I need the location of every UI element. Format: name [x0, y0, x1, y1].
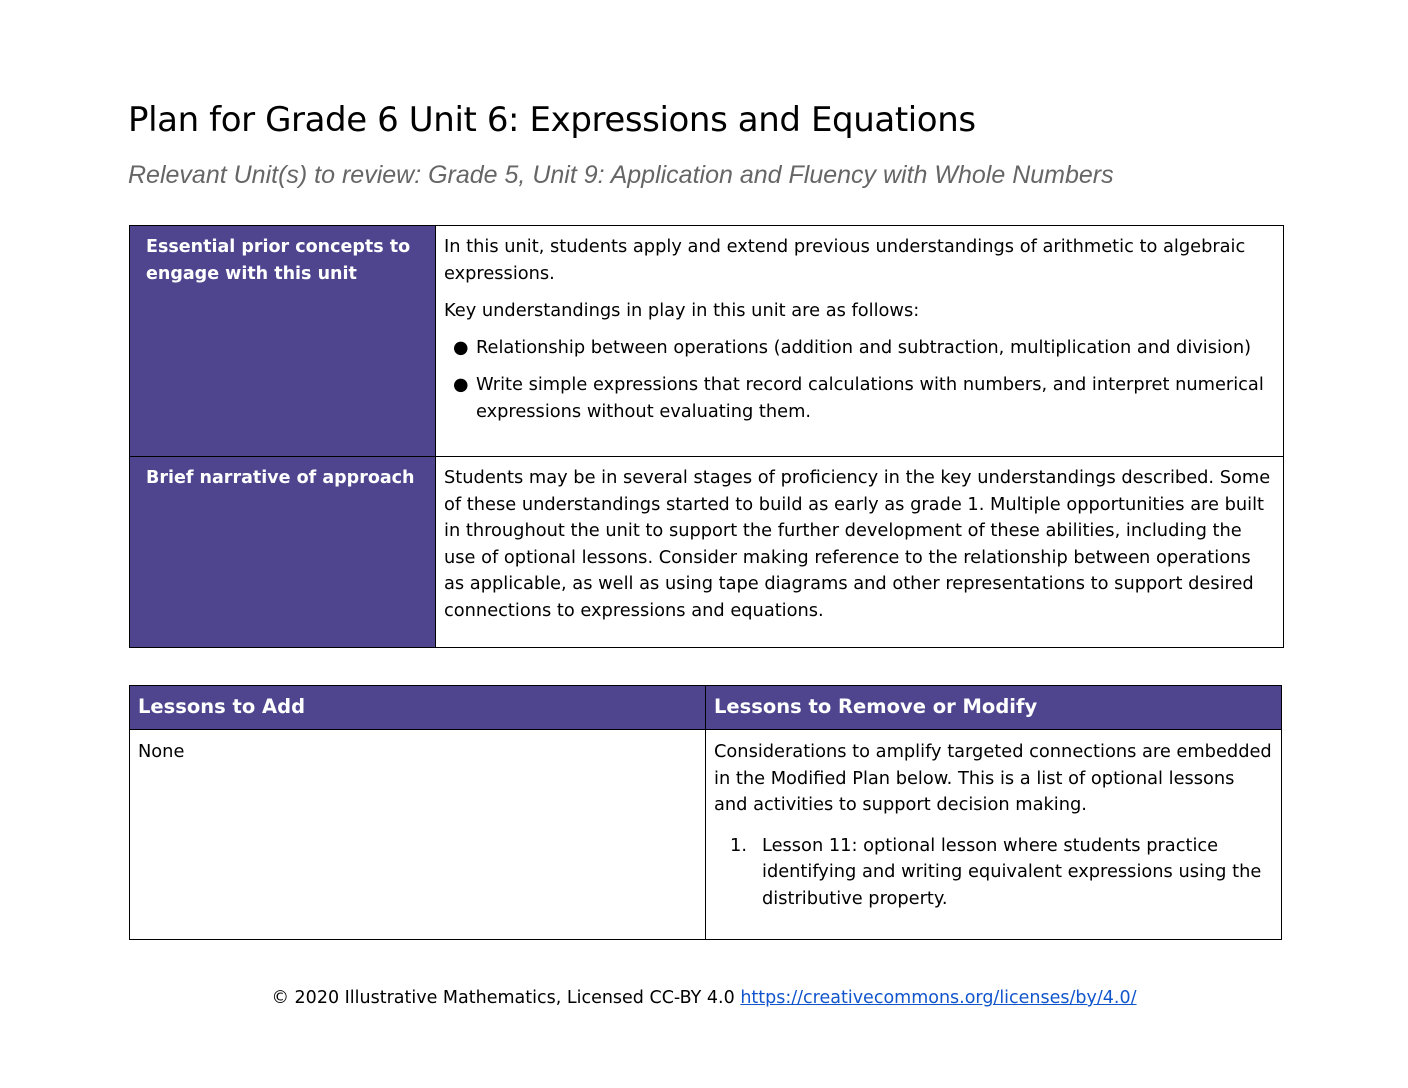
narrative-header: Brief narrative of approach — [130, 457, 436, 648]
key-understandings-list — [444, 335, 1275, 426]
prior-concepts-body — [436, 226, 1284, 457]
table-header-row — [130, 686, 1282, 730]
lessons-table — [129, 685, 1282, 940]
page-subtitle: Relevant Unit(s) to review: Grade 5, Unit 9: Application and Fluency with Whole Numbers — [128, 161, 1114, 189]
lessons-to-remove-text: Considerations to amplify targeted connections are embedded in the Modified Plan below. This is a list of optional lessons and activities to support decision making. — [714, 741, 1272, 815]
copyright-text: © 2020 Illustrative Mathematics, Licensed CC-BY 4.0 — [271, 988, 735, 1008]
list-item-text: Write simple expressions that record calculations with numbers, and interpret numerical expressions without evaluating them. — [476, 374, 1264, 422]
bullet-icon: ● — [453, 336, 469, 358]
bullet-icon: ● — [453, 374, 469, 395]
prior-concepts-intro: In this unit, students apply and extend previous understandings of arithmetic to algebraic expressions. — [444, 236, 1246, 284]
list-item — [444, 372, 1275, 425]
list-item-number: 1. — [730, 834, 747, 856]
list-item — [714, 833, 1273, 913]
narrative-text: Students may be in several stages of proficiency in the key understandings described. Some of these understandings started to build as early as grade 1. Multiple opportunities are built in throughout the unit to support the further development of these abilities, including the use of optional lessons. Consider making reference to the relationship between operations as applicable, as well as using tape diagrams and other representations to support desired connections to expressions and equations. — [444, 467, 1271, 621]
lessons-to-add-cell — [130, 730, 706, 940]
prior-concepts-header: Essential prior concepts to engage with this unit — [130, 226, 436, 457]
footer — [0, 984, 1408, 1012]
list-item-text: Relationship between operations (addition and subtraction, multiplication and division) — [476, 336, 1252, 358]
lessons-to-remove-cell — [706, 730, 1282, 940]
table-row — [130, 457, 1284, 648]
key-understandings-lead: Key understandings in play in this unit are as follows: — [444, 300, 920, 321]
table-row — [130, 226, 1284, 457]
optional-lessons-list — [714, 833, 1273, 913]
page-title: Plan for Grade 6 Unit 6: Expressions and Equations — [128, 100, 976, 140]
concepts-table — [129, 225, 1284, 648]
narrative-body — [436, 457, 1284, 648]
lessons-to-remove-header: Lessons to Remove or Modify — [706, 686, 1282, 730]
list-item — [444, 335, 1275, 362]
list-item-text: Lesson 11: optional lesson where students practice identifying and writing equivalent expressions using the distributive property. — [762, 834, 1262, 909]
table-row — [130, 730, 1282, 940]
lessons-to-add-text: None — [138, 741, 185, 762]
lessons-to-add-header: Lessons to Add — [130, 686, 706, 730]
license-link[interactable]: https://creativecommons.org/licenses/by/4.0/ — [740, 988, 1137, 1008]
